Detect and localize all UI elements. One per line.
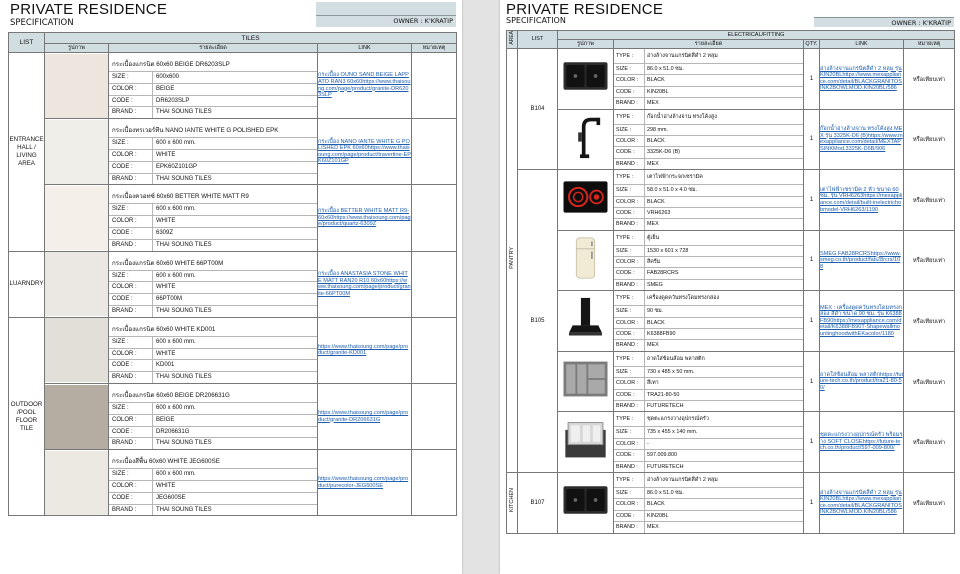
item-name: กระเบื้องแกรนิต 60x60 WHITE KD001	[112, 325, 216, 333]
code-label: CODE :	[112, 163, 133, 170]
brand-value: MEX	[644, 159, 803, 169]
size-value: 86.0 x 51.0 ซม.	[644, 488, 803, 498]
link-cell	[318, 383, 412, 449]
tile-photo	[45, 185, 109, 251]
size-label: SIZE :	[616, 187, 631, 194]
color-value: BLACK	[644, 197, 803, 207]
color-label: COLOR :	[112, 85, 137, 92]
table-row	[9, 53, 457, 119]
link-cell	[820, 472, 904, 533]
col-list: LIST	[518, 31, 558, 49]
code-value: K6388FB90	[644, 329, 803, 339]
code-value: DR206631G	[152, 427, 317, 438]
link-cell	[820, 49, 904, 110]
brand-label: BRAND :	[112, 241, 137, 248]
type-value: ก๊อกน้ำอ่างล้างจาน ทรงโค้งสูง	[644, 110, 803, 124]
detail-cell	[109, 185, 318, 251]
section-title: ELECTRICAL/FITTING	[558, 31, 955, 40]
note-cell	[412, 185, 457, 251]
size-label: SIZE :	[112, 272, 129, 279]
col-note: หมายเหตุ	[904, 40, 955, 49]
col-detail: รายละเอียด	[614, 40, 804, 49]
size-value: 600 x 600 mm.	[152, 138, 317, 149]
detail-cell	[614, 230, 804, 291]
product-link[interactable]: กระเบื้อง ANASTASIA STONE WHITE MATT RAN20 R10 60x60https://www.thaisoung.com/page/product/granite-66PT00M	[318, 270, 411, 297]
size-value: 58.0 x 51.0 x 4.0 ซม.	[644, 185, 803, 195]
type-value: อ่างล้างจานแกรนิตสีดำ 2 หลุม	[644, 473, 803, 487]
type-value: เครื่องดูดควันทรงโดมทรงกล่อง	[644, 291, 803, 305]
color-value: WHITE	[152, 481, 317, 492]
item-name: กระเบื้องทรเวอร์ทีน NANO IANTE WHITE G POLISHED EPK	[112, 127, 279, 135]
size-label: SIZE :	[616, 429, 631, 436]
link-cell	[318, 251, 412, 317]
size-label: SIZE :	[616, 247, 631, 254]
size-value: 600 x 600 mm.	[152, 469, 317, 480]
code-label: CODE :	[616, 88, 635, 95]
brand-label: BRAND :	[616, 221, 638, 228]
size-label: SIZE :	[112, 74, 129, 80]
qty-cell: 1	[804, 291, 820, 352]
code-label: CODE :	[616, 270, 635, 277]
size-value: 86.0 x 51.0 ซม.	[644, 64, 803, 74]
code-value: KIN20BL	[644, 87, 803, 97]
table-row	[507, 472, 955, 533]
color-value: BLACK	[644, 318, 803, 328]
code-label: CODE :	[112, 428, 133, 435]
note-cell: หรือเทียบเท่า	[904, 109, 955, 170]
note-cell	[412, 251, 457, 317]
table-row	[507, 109, 955, 170]
code-label: CODE :	[616, 452, 635, 459]
color-label: COLOR :	[616, 501, 639, 508]
owner-label: OWNER : K'KRATIP	[814, 17, 954, 27]
brand-label: BRAND :	[112, 175, 137, 182]
code-label: CODE :	[112, 296, 133, 303]
tile-photo	[45, 119, 109, 185]
cutlery-tray-icon	[558, 351, 614, 412]
color-value: BLACK	[644, 136, 803, 146]
color-value: WHITE	[152, 150, 317, 161]
product-link[interactable]: https://www.thaisoung.com/page/product/granite-KD001	[318, 343, 409, 357]
code-label: CODE :	[112, 494, 133, 501]
color-label: COLOR :	[112, 482, 137, 489]
type-label: TYPE :	[616, 295, 634, 302]
list-code: B107	[518, 472, 558, 533]
doc-subtitle: SPECIFICATION	[506, 16, 566, 25]
type-label: TYPE :	[616, 53, 634, 59]
col-area: AREA	[507, 31, 518, 49]
size-label: SIZE :	[616, 489, 631, 496]
code-value: KIN20BL	[644, 511, 803, 521]
owner-header-box	[316, 2, 456, 15]
brand-value: MEX	[644, 522, 803, 532]
table-row	[9, 119, 457, 185]
code-label: CODE :	[616, 331, 635, 338]
link-cell	[318, 450, 412, 516]
link-cell	[820, 412, 904, 473]
type-label: TYPE :	[616, 476, 634, 483]
color-value: WHITE	[152, 216, 317, 227]
product-link[interactable]: อ่างล้างจานแกรนิตสีดำ 2 หลุม รุ่น KIN20BLhttps://www.mexappliance.com/detail/BLACKGRANITOSINK2BOWLMOD.KIN20BL/586	[820, 489, 902, 516]
color-label: COLOR :	[616, 259, 639, 266]
code-value: KD001	[152, 360, 317, 371]
table-row	[9, 383, 457, 449]
size-label: SIZE :	[616, 126, 631, 133]
color-label: COLOR :	[616, 440, 639, 447]
item-name: กระเบื้องสีพื้น 60x60 WHITE JEG600SE	[112, 458, 220, 466]
size-value: 90 ซม.	[644, 306, 803, 316]
code-value: DR6203SLP	[152, 96, 317, 107]
size-value: 600x600	[152, 72, 317, 83]
link-cell	[820, 230, 904, 291]
doc-title: PRIVATE RESIDENCE	[506, 1, 664, 18]
link-cell	[318, 53, 412, 119]
size-value: 730 x 485 x 50 mm.	[644, 367, 803, 377]
note-cell: หรือเทียบเท่า	[904, 230, 955, 291]
brand-label: BRAND :	[112, 109, 137, 116]
code-value: EPK60Z101GP	[152, 162, 317, 173]
brand-label: BRAND :	[616, 463, 638, 470]
type-value: เตาไฟฟ้ากระจกเซรามิค	[644, 170, 803, 184]
code-label: CODE :	[112, 97, 133, 104]
tile-photo	[45, 317, 109, 383]
link-cell	[820, 170, 904, 231]
brand-label: BRAND :	[616, 160, 638, 167]
color-label: COLOR :	[112, 350, 137, 357]
color-value: สีครีม	[644, 257, 803, 267]
note-cell	[412, 119, 457, 185]
area-label: LUARNDRY	[9, 251, 45, 317]
detail-cell	[109, 450, 318, 516]
type-label: TYPE :	[616, 174, 634, 181]
table-row	[507, 291, 955, 352]
code-label: CODE :	[616, 391, 635, 398]
brand-label: BRAND :	[616, 342, 638, 349]
color-label: COLOR :	[112, 218, 137, 225]
size-label: SIZE :	[112, 471, 129, 478]
brand-label: BRAND :	[112, 440, 137, 447]
detail-cell	[109, 119, 318, 185]
qty-cell: 1	[804, 412, 820, 473]
note-cell: หรือเทียบเท่า	[904, 472, 955, 533]
brand-value: SMEG	[644, 280, 803, 290]
note-cell	[412, 53, 457, 119]
color-value: -	[644, 439, 803, 449]
fridge-icon	[558, 230, 614, 291]
color-value: BLACK	[644, 499, 803, 509]
drawer-icon	[558, 412, 614, 473]
table-row	[507, 170, 955, 231]
table-row	[9, 185, 457, 251]
color-value: BEIGE	[152, 84, 317, 95]
col-photo: รูปภาพ	[558, 40, 614, 49]
type-label: TYPE :	[616, 416, 634, 423]
code-value: VRH6263	[644, 208, 803, 218]
code-label: CODE :	[112, 362, 133, 369]
note-cell: หรือเทียบเท่า	[904, 49, 955, 110]
size-label: SIZE :	[112, 404, 129, 411]
detail-cell	[614, 170, 804, 231]
brand-value: MEX	[644, 219, 803, 229]
note-cell: หรือเทียบเท่า	[904, 412, 955, 473]
color-label: COLOR :	[112, 151, 137, 158]
code-value: 66PT00M	[152, 294, 317, 305]
size-label: SIZE :	[616, 308, 631, 315]
color-label: COLOR :	[616, 137, 639, 144]
size-label: SIZE :	[112, 338, 129, 345]
type-value: ถาดใส่ช้อนส้อม พลาสติก	[644, 352, 803, 366]
brand-label: BRAND :	[112, 307, 137, 314]
qty-cell: 1	[804, 170, 820, 231]
col-qty: QTY.	[805, 40, 818, 47]
link-cell	[318, 317, 412, 383]
brand-value: THAI SOUNG TILES	[152, 306, 317, 317]
color-label: COLOR :	[616, 198, 639, 205]
code-label: CODE :	[616, 149, 635, 156]
brand-label: BRAND :	[616, 524, 638, 531]
type-value: ตู้เย็น	[644, 231, 803, 245]
col-list: LIST	[9, 33, 45, 53]
size-label: SIZE :	[112, 206, 129, 213]
tile-photo	[45, 450, 109, 516]
size-value: 600 x 600 mm.	[152, 403, 317, 414]
color-value: WHITE	[152, 349, 317, 360]
brand-label: BRAND :	[112, 374, 137, 381]
brand-label: BRAND :	[616, 402, 638, 409]
brand-value: THAI SOUNG TILES	[152, 174, 317, 185]
tile-photo	[45, 53, 109, 119]
note-cell: หรือเทียบเท่า	[904, 170, 955, 231]
product-link[interactable]: ชุดตะแกรงวางอุปกรณ์ครัว พร้อมราง SOFT CLOSEhttps://future-tech.co.th/product/597-009-800/	[820, 432, 903, 452]
size-value: 1530 x 601 x 728	[644, 246, 803, 256]
col-link: LINK	[318, 44, 412, 53]
list-code: B105	[518, 170, 558, 473]
link-cell	[820, 351, 904, 412]
faucet-icon	[558, 109, 614, 170]
detail-cell	[614, 412, 804, 473]
note-cell	[412, 450, 457, 516]
link-cell	[318, 119, 412, 185]
detail-cell	[614, 109, 804, 170]
product-link[interactable]: https://www.thaisoung.com/page/product/granite-DR206631G	[318, 409, 409, 423]
color-value: BLACK	[644, 75, 803, 85]
detail-cell	[109, 53, 318, 119]
color-value: BEIGE	[152, 415, 317, 426]
product-link[interactable]: SMEG FAB28RCRShttps://www.smeg.co.th/product/fab28rcrs/108	[820, 250, 901, 270]
detail-cell	[614, 49, 804, 110]
size-label: SIZE :	[616, 66, 631, 72]
brand-value: THAI SOUNG TILES	[152, 505, 317, 516]
note-cell	[412, 383, 457, 449]
note-cell: หรือเทียบเท่า	[904, 351, 955, 412]
tiles-table	[8, 32, 457, 516]
product-link[interactable]: อ่างล้างจานแกรนิตสีดำ 2 หลุม รุ่น KIN20BLhttps://www.mexappliance.com/detail/BLACKGRANITOSINK2BOWLMOD.KIN20BL/586	[820, 65, 902, 92]
area-label: OUTDOOR /POOL FLOOR TILE	[9, 317, 45, 516]
brand-label: BRAND :	[616, 100, 638, 107]
size-value: 600 x 600 mm.	[152, 271, 317, 282]
brand-value: THAI SOUNG TILES	[152, 372, 317, 383]
detail-cell	[614, 351, 804, 412]
col-photo: รูปภาพ	[45, 44, 109, 53]
detail-cell	[614, 472, 804, 533]
area-label: KITCHEN	[507, 472, 518, 533]
table-row	[9, 251, 457, 317]
tile-photo	[45, 251, 109, 317]
size-value: 735 x 455 x 140 mm.	[644, 427, 803, 437]
size-value: 600 x 600 mm.	[152, 337, 317, 348]
table-row	[507, 351, 955, 412]
table-row	[507, 412, 955, 473]
qty-cell: 1	[804, 351, 820, 412]
type-value: อ่างล้างจานแกรนิตสีดำ 2 หลุม	[644, 49, 803, 63]
table-row	[9, 450, 457, 516]
code-value: TRA21-80-50	[644, 390, 803, 400]
section-title: TILES	[45, 33, 457, 44]
product-link[interactable]: ก๊อกน้ำอ่างล้างจาน ทรงโค้งสูง MEX รุ่น 3325K-D6 (B)https://www.mexappliance.com/detail/MEXTAPSINKMod.3325K-D6B/906	[820, 126, 903, 152]
table-row	[507, 230, 955, 291]
code-value: 3325K-D6 (B)	[644, 147, 803, 157]
brand-value: MEX	[644, 340, 803, 350]
link-cell	[820, 109, 904, 170]
doc-title: PRIVATE RESIDENCE	[10, 1, 168, 18]
code-label: CODE :	[112, 229, 133, 236]
code-label: CODE :	[616, 512, 635, 519]
product-link[interactable]: กระเบื้อง BETTER WHITE MATT R9-60x60https://www.thaisoung.com/page/product/quartz-6309Z	[318, 208, 411, 228]
product-link[interactable]: เตาไฟฟ้าเซรามิค 2 หัว ขนาด 60 ซม. รุ่น VRH6263https://mexappliance.com/detail/built-inelectrichobmodel-VRH6263/1190	[820, 186, 903, 213]
type-label: TYPE :	[616, 355, 634, 362]
product-link[interactable]: MEX : เครื่องดูดควันทรงโดมทรงกล่อง สีดำ ขนาด 90 ซม. รุ่น K6388FB90https://mexappliance.com/detail/K6388FB90T-ShapewallmountinghoodwithEKacolor/1180	[820, 304, 903, 337]
col-detail: รายละเอียด	[109, 44, 318, 53]
product-link[interactable]: กระเบื้อง NANO IANTE WHITE G POLISHED EPK 60x60https://www.thaisoung.com/page/product/travertine-EPK60Z101GP	[318, 138, 411, 165]
brand-value: FUTURETECH	[644, 462, 803, 472]
item-name: กระเบื้องแกรนิต 60x60 WHITE 66PT00M	[112, 259, 224, 267]
brand-value: THAI SOUNG TILES	[152, 107, 317, 118]
hob-icon	[558, 170, 614, 231]
color-label: COLOR :	[616, 380, 639, 387]
link-cell	[820, 291, 904, 352]
size-value: 298 mm.	[644, 125, 803, 135]
area-label: ENTRANCE HALL / LIVING AREA	[9, 53, 45, 252]
spec-page-tiles	[0, 0, 462, 574]
color-label: COLOR :	[616, 77, 639, 84]
brand-value: FUTURETECH	[644, 401, 803, 411]
color-value: สีเทา	[644, 378, 803, 388]
doc-subtitle: SPECIFICATION	[10, 18, 74, 28]
item-name: กระเบื้องแกรนิต 60x60 BEIGE DR6203SLP	[112, 61, 230, 68]
product-link[interactable]: กระเบื้อง OUNO SAND BEIGE LAPPATO RAN3 60x60https://www.thaisoung.com/page/product/granite-DR6203SLP	[318, 72, 411, 99]
color-label: COLOR :	[112, 284, 137, 291]
brand-value: THAI SOUNG TILES	[152, 438, 317, 449]
code-value: JEG600SE	[152, 493, 317, 504]
type-label: TYPE :	[616, 113, 634, 120]
color-label: COLOR :	[112, 416, 137, 423]
col-link: LINK	[820, 40, 904, 49]
hood-icon	[558, 291, 614, 352]
col-note: หมายเหตุ	[412, 44, 457, 53]
detail-cell	[109, 383, 318, 449]
qty-cell: 1	[804, 49, 820, 110]
area-label: PANTRY	[507, 49, 518, 473]
brand-label: BRAND :	[112, 506, 137, 513]
detail-cell	[614, 291, 804, 352]
sink-icon	[558, 472, 614, 533]
brand-value: THAI SOUNG TILES	[152, 240, 317, 251]
table-row	[9, 317, 457, 383]
note-cell: หรือเทียบเท่า	[904, 291, 955, 352]
code-value: 597.009.800	[644, 450, 803, 460]
type-label: TYPE :	[616, 234, 634, 241]
brand-label: BRAND :	[616, 281, 638, 288]
product-link[interactable]: https://www.thaisoung.com/page/product/purecolor-JEG600SE	[318, 476, 409, 489]
detail-cell	[109, 251, 318, 317]
size-value: 600 x 600 mm.	[152, 204, 317, 215]
code-label: CODE :	[616, 209, 635, 216]
electrical-table	[506, 30, 955, 534]
sink-icon	[558, 49, 614, 110]
color-value: WHITE	[152, 282, 317, 293]
tile-photo	[45, 383, 109, 449]
link-cell	[318, 185, 412, 251]
code-value: 6309Z	[152, 228, 317, 239]
brand-value: MEX	[644, 98, 803, 108]
qty-cell: 1	[804, 109, 820, 170]
size-label: SIZE :	[616, 368, 631, 375]
item-name: กระเบื้องควอทซ์ 60x60 BETTER WHITE MATT R9	[112, 193, 249, 201]
code-value: FAB28RCRS	[644, 268, 803, 278]
detail-cell	[109, 317, 318, 383]
spec-page-electrical	[500, 0, 960, 574]
table-row	[507, 49, 955, 110]
type-value: ชุดตะแกรงวางอุปกรณ์ครัว	[644, 412, 803, 426]
note-cell	[412, 317, 457, 383]
qty-cell: 1	[804, 230, 820, 291]
item-name: กระเบื้องแกรนิต 60x60 BEIGE DR206631G	[112, 391, 230, 399]
product-link[interactable]: ถาดใส่ช้อนส้อม พลาสติกhttps://future-tech.co.th/product/tra21-80-50/	[820, 371, 903, 391]
list-code: B104	[518, 49, 558, 170]
size-label: SIZE :	[112, 140, 129, 147]
qty-cell: 1	[804, 472, 820, 533]
color-label: COLOR :	[616, 319, 639, 326]
owner-label: OWNER : K'KRATIP	[316, 15, 456, 27]
